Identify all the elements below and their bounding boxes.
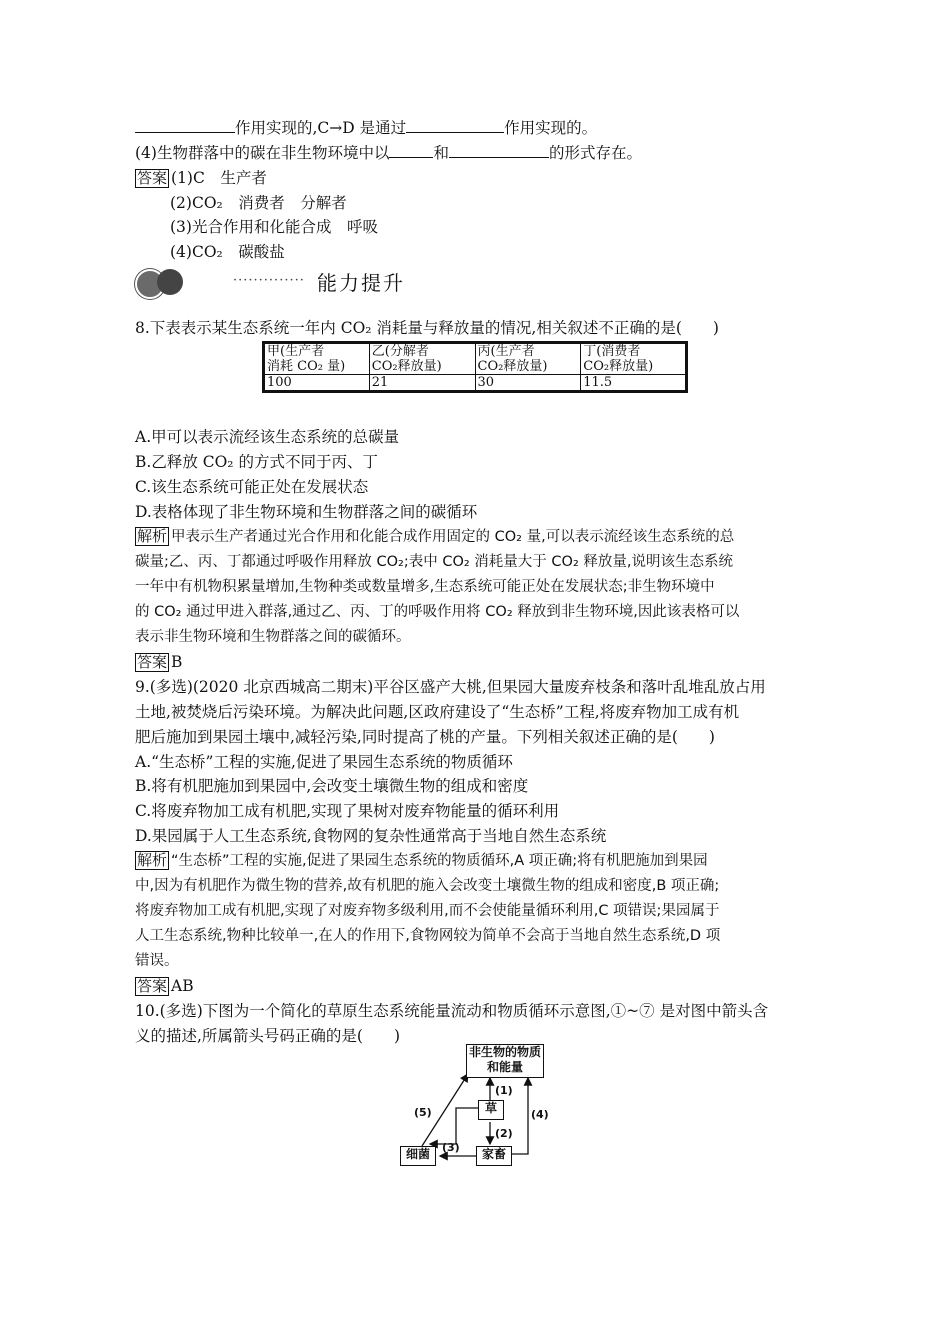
label-arrow-3: (3) [442, 1141, 460, 1154]
ecosystem-diagram [400, 1044, 560, 1174]
q7-text: 作用实现的。 [504, 119, 598, 137]
q9-analysis-5: 错误。 [135, 953, 179, 969]
table-header-cell: 丙(生产者 CO₂释放量) [475, 343, 581, 375]
circle-icon [157, 269, 183, 295]
livestock-box: 家畜 [476, 1146, 512, 1166]
table-cell: 100 [264, 375, 370, 392]
q8-option-b[interactable]: B.乙释放 CO₂ 的方式不同于丙、丁 [135, 453, 378, 471]
q7-line-1 [135, 118, 597, 138]
q9-analysis-4: 人工生态系统,物种比较单一,在人的作用下,食物网较为简单不会高于当地自然生态系统,D 项 [135, 928, 721, 944]
q9-option-c[interactable]: C.将废弃物加工成有机肥,实现了果树对废弃物能量的循环利用 [135, 802, 560, 820]
label-arrow-4: (4) [531, 1108, 549, 1121]
dotted-leader: ·············· [233, 273, 305, 288]
q9-stem-1: 9.(多选)(2020 北京西城高二期末)平谷区盛产大桃,但果园大量废弃枝条和落叶乱堆乱放占用 [135, 678, 766, 696]
q7-line-2 [135, 143, 642, 163]
table-cell: 21 [369, 375, 475, 392]
q9-answer [135, 976, 194, 996]
section-title: 能力提升 [317, 271, 405, 295]
q9-option-b[interactable]: B.将有机肥施加到果园中,会改变土壤微生物的组成和密度 [135, 777, 529, 795]
q9-analysis-2: 中,因为有机肥作为微生物的营养,故有机肥的施入会改变土壤微生物的组成和密度,B 项正确; [135, 878, 720, 894]
label-arrow-5: (5) [414, 1106, 432, 1119]
q7-text: (4)生物群落中的碳在非生物环境中以 [135, 144, 390, 162]
q7-answer [135, 168, 267, 188]
q7-text: 作用实现的,C→D 是通过 [235, 119, 407, 137]
answer-text: AB [171, 977, 194, 995]
arrow-grass-bacteria [430, 1108, 478, 1144]
abiotic-box: 非生物的物质和能量 [466, 1044, 544, 1078]
answer-text: (1)C 生产者 [171, 169, 267, 187]
q10-stem-1: 10.(多选)下图为一个简化的草原生态系统能量流动和物质循环示意图,①~⑦ 是对图中箭头含 [135, 1002, 769, 1020]
answer-tag: 答案 [137, 169, 168, 187]
q9-option-a[interactable]: A.“生态桥”工程的实施,促进了果园生态系统的物质循环 [135, 753, 513, 771]
q9-analysis-1: 解析 “生态桥”工程的实施,促进了果园生态系统的物质循环,A 项正确;将有机肥施加到果园 [137, 851, 708, 869]
q7-answer-3: (3)光合作用和化能合成 呼吸 [170, 218, 378, 236]
fill-blank[interactable] [449, 143, 549, 158]
q8-option-a[interactable]: A.甲可以表示流经该生态系统的总碳量 [135, 428, 400, 446]
q7-text: 的形式存在。 [548, 144, 642, 162]
fill-blank[interactable] [135, 118, 235, 133]
table-header-cell: 乙(分解者 CO₂释放量) [369, 343, 475, 375]
q8-analysis-5: 表示非生物环境和生物群落之间的碳循环。 [135, 629, 411, 645]
q9-stem-3: 肥后施加到果园土壤中,减轻污染,同时提高了桃的产量。下列相关叙述正确的是( ) [135, 728, 715, 746]
label-arrow-1: (1) [495, 1084, 513, 1097]
analysis-tag: 解析 [137, 527, 168, 545]
q8-option-d[interactable]: D.表格体现了非生物环境和生物群落之间的碳循环 [135, 503, 478, 521]
co2-table [262, 341, 688, 393]
analysis-tag: 解析 [137, 851, 168, 869]
table-header-cell: 丁(消费者 CO₂释放量) [581, 343, 687, 375]
q9-stem-2: 土地,被焚烧后污染环境。为解决此问题,区政府建设了“生态桥”工程,将废弃物加工成有机 [135, 703, 740, 721]
q9-option-d[interactable]: D.果园属于人工生态系统,食物网的复杂性通常高于当地自然生态系统 [135, 827, 607, 845]
q8-analysis-1: 解析 甲表示生产者通过光合作用和化能合成作用固定的 CO₂ 量,可以表示流经该生态系统的总 [137, 527, 735, 545]
q8-stem: 8.下表表示某生态系统一年内 CO₂ 消耗量与释放量的情况,相关叙述不正确的是( ) [135, 319, 719, 337]
q7-answer-2: (2)CO₂ 消费者 分解者 [170, 194, 347, 212]
q8-analysis-3: 一年中有机物积累量增加,生物种类或数量增多,生态系统可能正处在发展状态;非生物环境中 [135, 579, 715, 595]
label-arrow-2: (2) [495, 1127, 513, 1140]
fill-blank[interactable] [406, 118, 504, 133]
q7-answer-4: (4)CO₂ 碳酸盐 [170, 243, 285, 261]
q9-analysis-3: 将废弃物加工成有机肥,实现了对废弃物多级利用,而不会使能量循环利用,C 项错误;果园属于 [135, 903, 720, 919]
fill-blank[interactable] [389, 143, 433, 158]
q8-analysis-4: 的 CO₂ 通过甲进入群落,通过乙、丙、丁的呼吸作用将 CO₂ 释放到非生物环境,因此该表格可以 [135, 604, 740, 620]
answer-tag: 答案 [137, 653, 168, 671]
section-banner [135, 264, 425, 300]
answer-text: B [171, 653, 183, 671]
bacteria-box: 细菌 [400, 1146, 436, 1166]
q10-stem-2: 义的描述,所属箭头号码正确的是( ) [135, 1027, 401, 1045]
q8-analysis-2: 碳量;乙、丙、丁都通过呼吸作用释放 CO₂;表中 CO₂ 消耗量大于 CO₂ 释放量,说明该生态系统 [135, 554, 733, 570]
table-cell: 11.5 [581, 375, 687, 392]
q8-answer [135, 652, 182, 672]
table-header-cell: 甲(生产者 消耗 CO₂ 量) [264, 343, 370, 375]
q8-option-c[interactable]: C.该生态系统可能正处在发展状态 [135, 478, 369, 496]
grass-box: 草 [478, 1100, 504, 1120]
q7-text: 和 [433, 144, 449, 162]
table-cell: 30 [475, 375, 581, 392]
answer-tag: 答案 [137, 977, 168, 995]
